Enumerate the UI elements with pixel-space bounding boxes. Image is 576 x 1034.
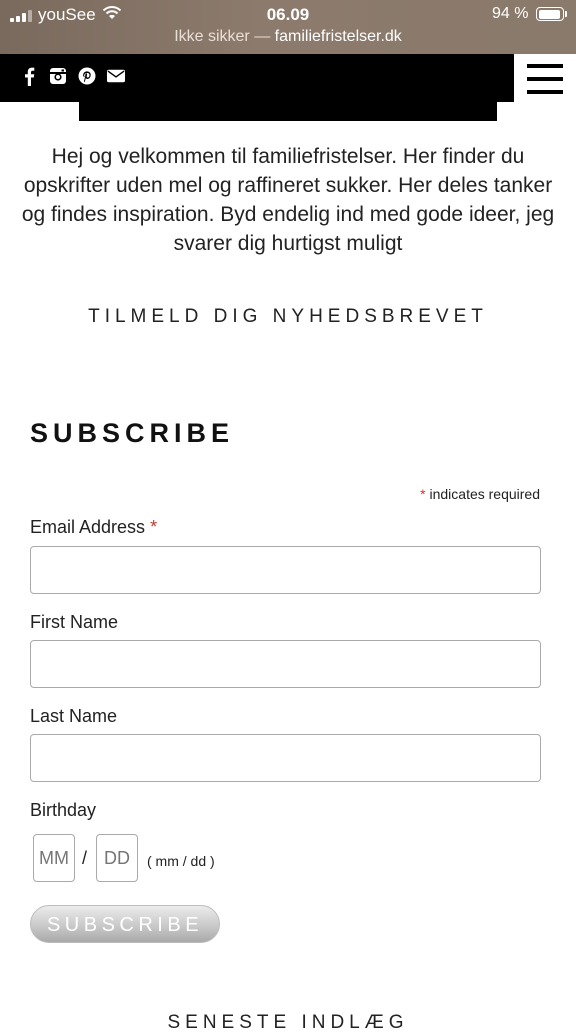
birthday-day-input[interactable]: [96, 834, 138, 882]
next-section-heading: SENESTE INDLÆG: [167, 1012, 409, 1033]
last-name-field[interactable]: [30, 734, 541, 782]
required-note: [300, 486, 540, 502]
mail-icon[interactable]: [107, 66, 125, 86]
birthday-label: Birthday: [30, 800, 97, 820]
instagram-icon[interactable]: [49, 66, 67, 86]
header-tab: [79, 102, 497, 121]
social-links: [20, 66, 125, 86]
email-label-text: Email Address: [30, 517, 146, 537]
pinterest-icon[interactable]: [78, 66, 96, 86]
date-format-hint: ( mm / dd ): [147, 853, 215, 869]
email-label: [30, 517, 157, 538]
security-warning: Ikke sikker —: [174, 28, 275, 45]
first-name-field[interactable]: [30, 640, 541, 688]
hamburger-menu-icon[interactable]: [527, 64, 563, 94]
first-name-label: First Name: [30, 612, 119, 632]
carrier-name: youSee: [38, 5, 96, 24]
date-separator: /: [82, 848, 88, 868]
address-bar[interactable]: [0, 28, 576, 46]
newsletter-heading: TILMELD DIG NYHEDSBREVET: [88, 306, 488, 327]
subscribe-title: SUBSCRIBE: [30, 418, 235, 448]
email-required-star: *: [150, 517, 158, 537]
clock: 06.09: [266, 5, 310, 24]
subscribe-button[interactable]: SUBSCRIBE: [30, 905, 220, 943]
battery-tip: [565, 11, 567, 17]
required-star: *: [420, 486, 426, 502]
facebook-icon[interactable]: [20, 66, 38, 86]
battery-percent: 94 %: [492, 5, 529, 22]
required-note-text: indicates required: [425, 486, 540, 502]
email-field[interactable]: [30, 546, 541, 594]
last-name-label: Last Name: [30, 706, 118, 726]
battery-icon: [536, 7, 564, 21]
url-domain: familiefristelser.dk: [274, 28, 402, 45]
status-bar: [0, 0, 576, 54]
intro-text: Hej og velkommen til familiefristelser. Her finder du opskrifter uden mel og raffineret sukker. Her deles tanker og findes inspiration. Byd endelig ind med gode ideer, jeg svarer dig hurtigst muligt: [21, 145, 555, 255]
birthday-month-input[interactable]: [33, 834, 75, 882]
